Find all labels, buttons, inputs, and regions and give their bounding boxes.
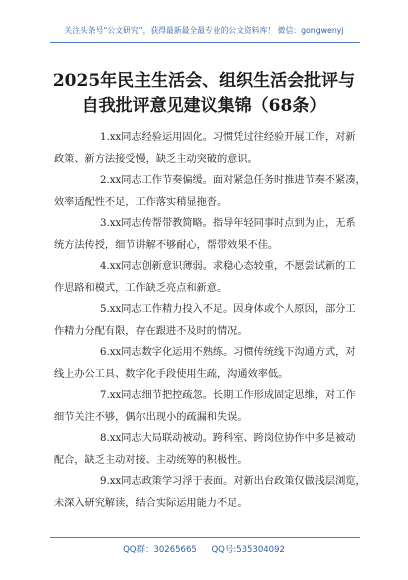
item-list xyxy=(54,127,366,514)
list-item-line: 线上办公工具、数字化手段使用生疏，沟通效率低。 xyxy=(54,368,289,380)
list-item-line: 1.xx同志经验运用固化。习惯凭过往经验开展工作，对新 xyxy=(100,132,356,143)
footer-contact xyxy=(0,543,408,555)
list-item xyxy=(54,299,358,342)
qq-number-text: QQ号:535304092 xyxy=(211,545,285,555)
list-item-line: 作精力分配有限，存在跟进不及时的情况。 xyxy=(54,325,248,337)
list-item xyxy=(54,170,366,213)
header-divider xyxy=(50,42,360,43)
list-item-line: 7.xx同志细节把控疏忽。长期工作形成固定思维，对工作 xyxy=(100,390,356,401)
list-item-line: 配合，缺乏主动对接、主动统筹的积极性。 xyxy=(54,454,248,466)
list-item xyxy=(54,256,358,299)
list-item-line: 未深入研究解读，结合实际运用能力不足。 xyxy=(54,497,248,509)
list-item xyxy=(54,471,366,514)
list-item-line: 8.xx同志大局联动被动。跨科室、跨岗位协作中多是被动 xyxy=(100,433,356,444)
list-item-line: 效率适配性不足，工作落实稍显拖沓。 xyxy=(54,196,228,208)
list-item-line: 5.xx同志工作精力投入不足。因身体或个人原因，部分工 xyxy=(100,304,356,315)
list-item-line: 4.xx同志创新意识薄弱。求稳心态较重，不愿尝试新的工 xyxy=(100,261,356,272)
header-banner: 关注头条号“公文研究”，获得最新最全最专业的公文资料库！ 微信：gongwenyj xyxy=(64,26,344,35)
footer-divider xyxy=(50,537,360,538)
list-item xyxy=(54,385,358,428)
document-title-line-1: 2025年民主生活会、组织生活会批评与 xyxy=(52,71,356,91)
list-item-line: 统方法传授，细节讲解不够耐心，帮带效果不佳。 xyxy=(54,239,279,251)
list-item-line: 6.xx同志数字化运用不熟练。习惯传统线下沟通方式，对 xyxy=(100,347,356,358)
list-item xyxy=(54,213,358,256)
list-item-line: 9.xx同志政策学习浮于表面。对新出台政策仅做浅层浏览， xyxy=(100,476,366,487)
list-item xyxy=(54,127,358,170)
list-item xyxy=(54,342,358,385)
document-title-line-2: 自我批评意见建议集锦（68条） xyxy=(81,96,327,116)
qq-group-text: QQ群：30265665 xyxy=(123,545,197,555)
list-item xyxy=(54,428,358,471)
list-item-line: 作思路和模式，工作缺乏亮点和新意。 xyxy=(54,282,228,294)
list-item-line: 细节关注不够，偶尔出现小的疏漏和失误。 xyxy=(54,411,248,423)
list-item-line: 政策、新方法接受慢，缺乏主动突破的意识。 xyxy=(54,153,258,165)
list-item-line: 2.xx同志工作节奏偏缓。面对紧急任务时推进节奏不紧凑， xyxy=(100,175,366,186)
list-item-line: 3.xx同志传帮带教简略。指导年轻同事时点到为止，无系 xyxy=(100,218,356,229)
